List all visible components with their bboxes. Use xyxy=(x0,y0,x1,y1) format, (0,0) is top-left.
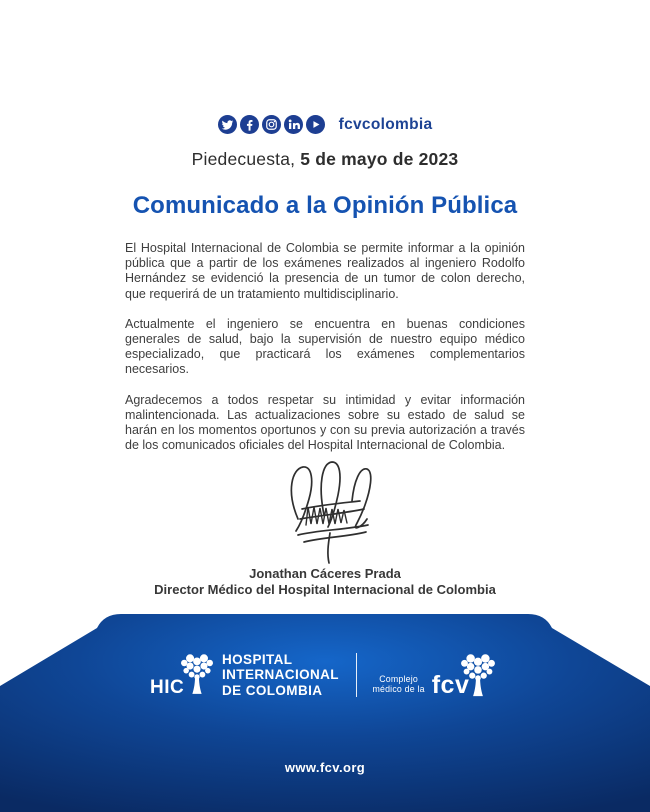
instagram-icon[interactable] xyxy=(262,115,281,134)
complejo-line2: médico de la xyxy=(372,684,425,695)
linkedin-icon[interactable] xyxy=(284,115,303,134)
hospital-name-line2: INTERNACIONAL xyxy=(222,667,339,683)
fcv-tree-icon xyxy=(460,648,496,700)
dateline xyxy=(0,149,650,170)
footer xyxy=(0,614,650,812)
paragraph-2: Actualmente el ingeniero se encuentra en buenas condiciones generales de salud, bajo la supervisión de nuestro equipo médico especializado, que practicará los exámenes complementarios necesarios. xyxy=(125,316,525,377)
facebook-icon[interactable] xyxy=(240,115,259,134)
page-title: Comunicado a la Opinión Pública xyxy=(132,192,518,219)
social-handle[interactable]: fcvcolombia xyxy=(338,115,433,133)
hic-tree-icon xyxy=(180,648,214,698)
signer-name: Jonathan Cáceres Prada xyxy=(249,566,401,581)
dateline-city: Piedecuesta, xyxy=(191,149,296,169)
signer-role: Director Médico del Hospital Internacional de Colombia xyxy=(154,582,496,597)
hospital-name-line1: HOSPITAL xyxy=(222,651,293,667)
dateline-date: 5 de mayo de 2023 xyxy=(295,149,459,169)
complejo-line1: Complejo xyxy=(379,674,418,685)
footer-brand-row xyxy=(150,648,492,702)
youtube-icon[interactable] xyxy=(306,115,325,134)
paragraph-3: Agradecemos a todos respetar su intimidad y evitar información malintencionada. Las actualizaciones sobre su estado de salud se harán en los momentos oportunos y con su previa autorización a través de los comunicados oficiales del Hospital Internacional de Colombia. xyxy=(125,392,525,453)
hic-acronym: HIC xyxy=(150,677,185,698)
signature-scribble xyxy=(268,457,383,565)
body-text xyxy=(125,241,525,453)
complejo-caption xyxy=(372,675,424,695)
fcv-logo xyxy=(432,648,492,702)
hospital-name-line3: DE COLOMBIA xyxy=(222,682,323,698)
hic-logo xyxy=(150,648,212,702)
footer-shape xyxy=(0,614,650,812)
paragraph-1: El Hospital Internacional de Colombia se permite informar a la opinión pública que a partir de los exámenes realizados al ingeniero Rodolfo Hernández se evidenció la presencia de un tumor de colon derecho, que requerirá de un tratamiento multidisciplinario. xyxy=(125,241,525,301)
website-url[interactable]: www.fcv.org xyxy=(284,760,366,775)
hospital-name xyxy=(222,652,339,699)
footer-divider xyxy=(356,653,358,697)
fcv-acronym: fcv xyxy=(431,671,470,699)
twitter-icon[interactable] xyxy=(218,115,237,134)
social-media-row xyxy=(0,115,650,134)
